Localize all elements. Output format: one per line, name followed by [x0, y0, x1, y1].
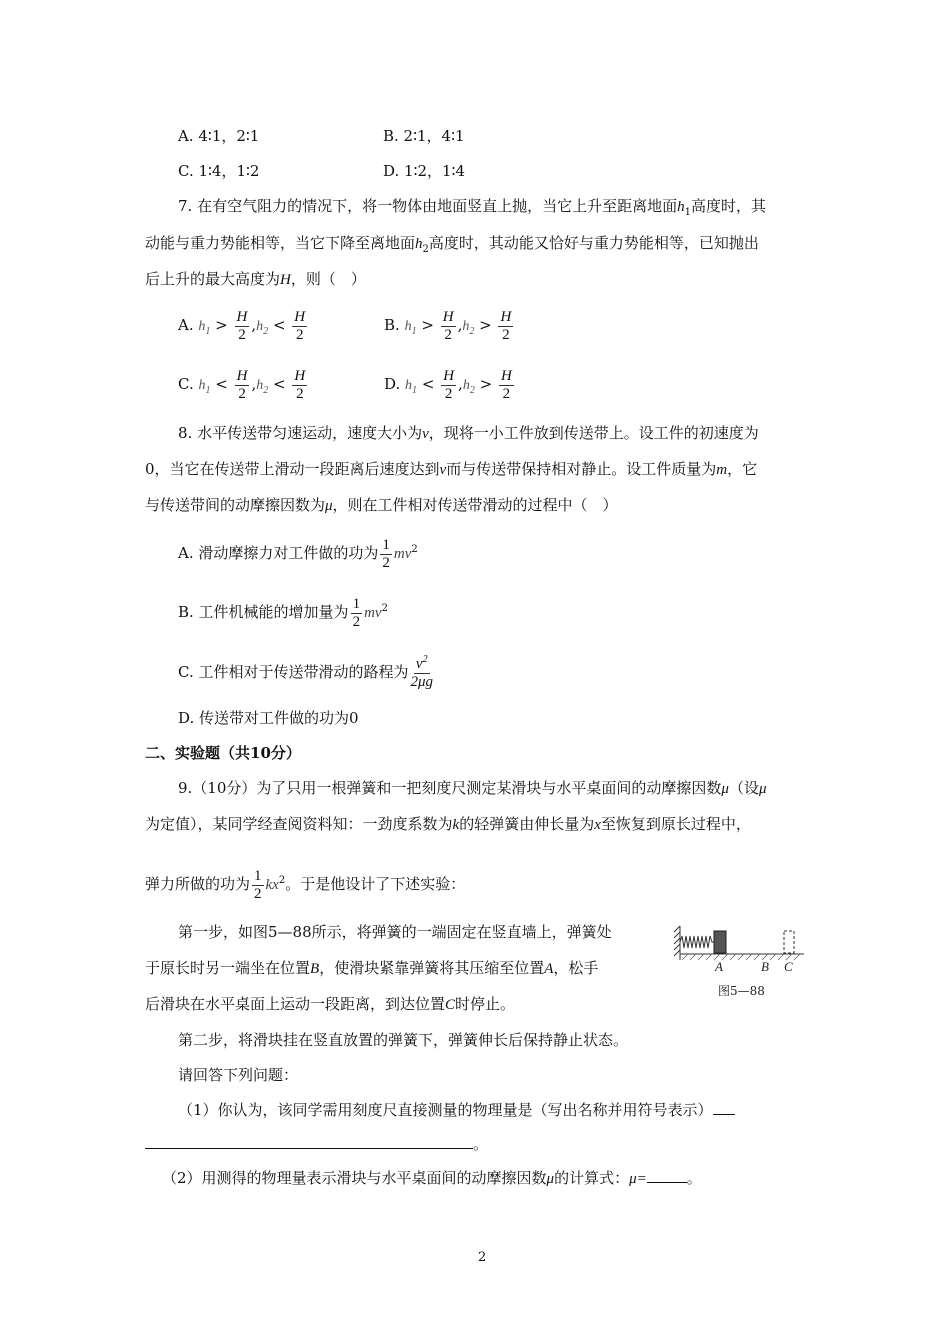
label-a: A	[715, 959, 723, 974]
wall	[674, 926, 680, 960]
q9-line-2: 为定值），某同学经查阅资料知：一劲度系数为k的轻弹簧由伸长量为x至恢复到原长过程中，	[145, 815, 751, 833]
q8-option-b: B. 工件机械能的增加量为 $\frac{1}{2}$ $mv^2$	[178, 595, 388, 630]
q9-step1-line-3: 后滑块在水平桌面上运动一段距离，到达位置C时停止。	[145, 995, 516, 1013]
q6-option-c: C. 1∶4，1∶2	[178, 162, 260, 180]
spring	[680, 936, 714, 948]
q7-option-b: B. $h_1$ > $\frac{H}{2}$ $,h_2$ > $\frac{H}{2}$	[384, 308, 512, 343]
q7-option-d: D. $h_1$ < $\frac{H}{2}$ $,h_2$ > $\frac{H}{2}$	[384, 367, 512, 402]
table-hatching	[682, 954, 800, 960]
label-b: B	[761, 959, 769, 974]
q8-option-c: C. 工件相对于传送带滑动的路程为 $\frac{v^2}{2\mu g}$	[178, 653, 434, 690]
slider-block	[714, 931, 726, 953]
q7-line-2: 动能与重力势能相等，当它下降至离地面$h_2$高度时，其动能又恰好与重力势能相等，已知抛出	[145, 234, 759, 255]
q9-step2: 第二步，将滑块挂在竖直放置的弹簧下，弹簧伸长后保持静止状态。	[178, 1031, 629, 1049]
q9-part1: （1）你认为，该同学需用刻度尺直接测量的物理量是（写出名称并用符号表示）	[178, 1100, 735, 1120]
q8-line-3: 与传送带间的动摩擦因数为μ，则在工件相对传送带滑动的过程中（ ）	[145, 496, 618, 514]
q7-option-c: C. $h_1$ < $\frac{H}{2}$ $,h_2$ < $\frac{H}{2}$	[178, 367, 306, 402]
q6-option-a: A. 4∶1，2∶1	[178, 127, 260, 145]
q7-line-1: 7. 在有空气阻力的情况下，将一物体由地面竖直上抛，当它上升至距离地面$h_1$高度时，其	[178, 197, 766, 218]
q8-line-2: 0，当它在传送带上滑动一段距离后速度达到v而与传送带保持相对静止。设工件质量为m，它	[145, 460, 758, 478]
q8-option-d: D. 传送带对工件做的功为0	[178, 709, 359, 727]
label-c: C	[784, 959, 793, 974]
section-heading: 二、实验题（共10分）	[145, 744, 301, 762]
q9-part1-blank: 。	[145, 1134, 488, 1154]
q7-line-3: 后上升的最大高度为H，则（ ）	[145, 270, 366, 288]
q8-line-1: 8. 水平传送带匀速运动，速度大小为v，现将一小工件放到传送带上。设工件的初速度为	[178, 424, 759, 442]
q8-option-a: A. 滑动摩擦力对工件做的功为 $\frac{1}{2}$ $mv^2$	[178, 536, 418, 571]
q9-prompt: 请回答下列问题：	[178, 1066, 299, 1084]
q9-step1-line-2: 于原长时另一端坐在位置B，使滑块紧靠弹簧将其压缩至位置A，松手	[145, 959, 599, 977]
figure-caption: 图5—88	[718, 984, 765, 998]
q9-step1-line-1: 第一步，如图5—88所示，将弹簧的一端固定在竖直墙上，弹簧处	[178, 923, 612, 941]
q7-option-a: A. $h_1$ > $\frac{H}{2}$ $,h_2$ < $\frac{H}{2}$	[178, 308, 306, 343]
q6-option-b: B. 2∶1，4∶1	[383, 127, 465, 145]
q9-line-1: 9.（10分）为了只用一根弹簧和一把刻度尺测定某滑块与水平桌面间的动摩擦因数μ（设μ	[178, 779, 767, 797]
spring-block-figure	[672, 924, 808, 1004]
q9-part2: （2）用测得的物理量表示滑块与水平桌面间的动摩擦因数μ的计算式：μ= 。	[162, 1169, 702, 1187]
page-number: 2	[478, 1250, 487, 1265]
q6-option-d: D. 1∶2，1∶4	[383, 162, 466, 180]
block-final-position	[784, 931, 794, 953]
q9-line-3: 弹力所做的功为 $\frac{1}{2}$ $kx^2$。于是他设计了下述实验：	[145, 867, 466, 902]
